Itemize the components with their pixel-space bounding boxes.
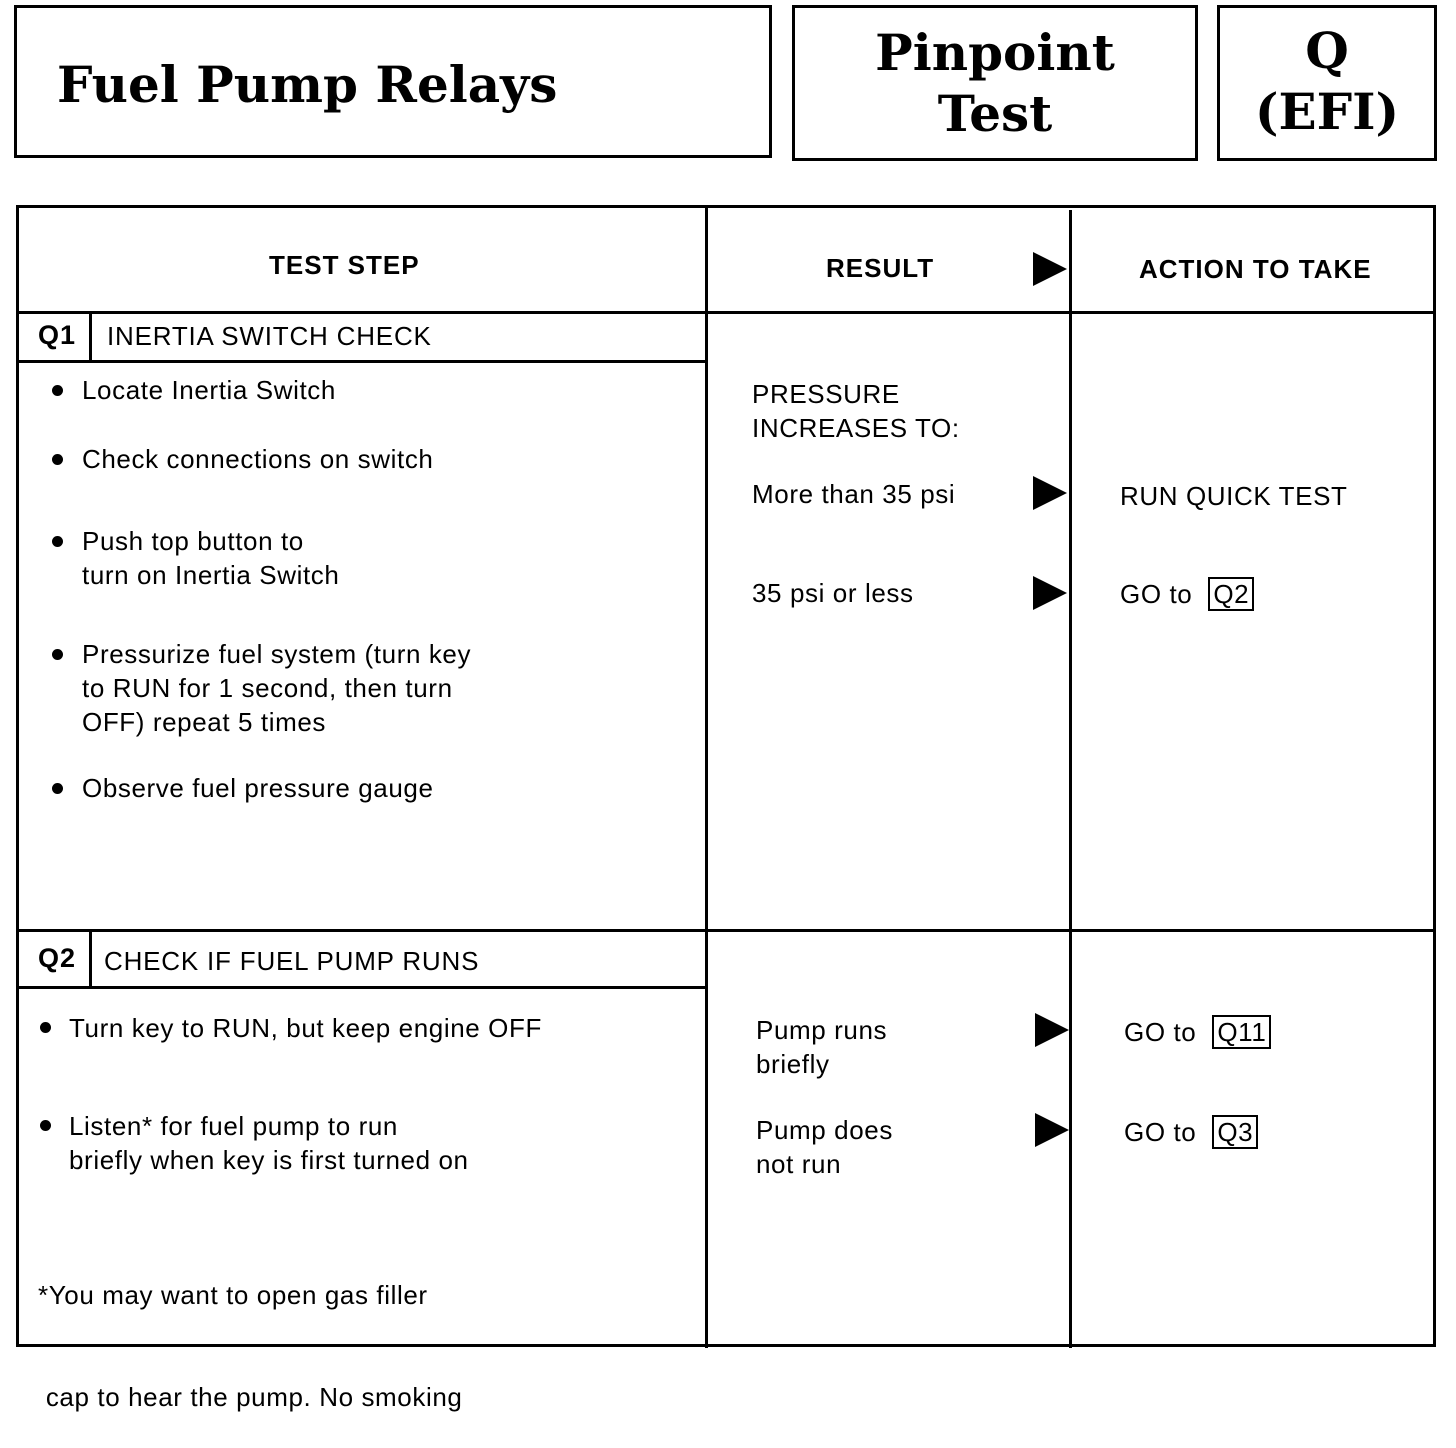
bullet-icon xyxy=(52,454,63,465)
result-arrow-icon xyxy=(1035,1113,1069,1147)
test-type-line1: Pinpoint xyxy=(875,23,1115,82)
result-arrow-icon xyxy=(1033,476,1067,510)
q1-action-1: RUN QUICK TEST xyxy=(1120,481,1348,511)
q1-bullet-3: Push top button to turn on Inertia Switch xyxy=(82,526,340,590)
test-code-line2: (EFI) xyxy=(1254,82,1400,141)
q1-action-2: GO to Q2 xyxy=(1120,577,1254,611)
bullet-icon xyxy=(40,1120,51,1131)
header-code-box xyxy=(1217,5,1437,161)
q1-result-2: 35 psi or less xyxy=(752,578,914,608)
page-title: Fuel Pump Relays xyxy=(57,55,558,114)
q1-step-title: INERTIA SWITCH CHECK xyxy=(107,321,432,351)
test-type-line2: Test xyxy=(937,84,1053,143)
bullet-icon xyxy=(52,385,63,396)
q2-result-1: Pump runs briefly xyxy=(756,1015,888,1079)
q1-title-rule xyxy=(16,360,706,363)
q2-title-rule xyxy=(16,986,706,989)
test-code-label xyxy=(1220,20,1434,142)
q1-bullet-1: Locate Inertia Switch xyxy=(82,375,336,405)
q2-id-divider xyxy=(89,931,92,987)
column-header-test-step: TEST STEP xyxy=(269,250,420,280)
header-title-box xyxy=(14,5,772,158)
q2-result-2: Pump does not run xyxy=(756,1115,893,1179)
header-test-type-box xyxy=(792,5,1198,161)
column-header-action: ACTION TO TAKE xyxy=(1139,254,1372,284)
q2-step-title: CHECK IF FUEL PUMP RUNS xyxy=(104,946,480,976)
test-type-label xyxy=(795,22,1195,144)
result-arrow-icon xyxy=(1033,576,1067,610)
goto-ref-q2[interactable]: Q2 xyxy=(1208,577,1254,611)
q1-bullet-2: Check connections on switch xyxy=(82,444,434,474)
q2-action-1: GO to Q11 xyxy=(1124,1015,1271,1049)
result-arrow-icon xyxy=(1033,252,1067,286)
q1-bullet-5: Observe fuel pressure gauge xyxy=(82,773,434,803)
bullet-icon xyxy=(40,1022,51,1033)
column-divider-2 xyxy=(1069,210,1072,1348)
header-row-rule xyxy=(16,311,1436,314)
q2-bullet-2: Listen* for fuel pump to run briefly when key is first turned on xyxy=(69,1111,469,1175)
bullet-icon xyxy=(52,649,63,660)
test-code-line1: Q xyxy=(1305,21,1349,80)
bullet-icon xyxy=(52,783,63,794)
q1-result-intro: PRESSURE INCREASES TO: xyxy=(752,379,960,443)
column-header-result: RESULT xyxy=(826,253,935,283)
q1-result-1: More than 35 psi xyxy=(752,479,956,509)
q2-bullet-1: Turn key to RUN, but keep engine OFF xyxy=(69,1013,542,1043)
goto-ref-q3[interactable]: Q3 xyxy=(1212,1115,1258,1149)
q2-action-2: GO to Q3 xyxy=(1124,1115,1258,1149)
q1-id-divider xyxy=(89,313,92,361)
bullet-icon xyxy=(52,536,63,547)
column-divider-1 xyxy=(705,207,708,1348)
step-separator xyxy=(16,929,1436,932)
goto-ref-q11[interactable]: Q11 xyxy=(1212,1015,1271,1049)
q1-bullet-4: Pressurize fuel system (turn key to RUN for 1 second, then turn OFF) repeat 5 times xyxy=(82,639,472,737)
result-arrow-icon xyxy=(1035,1013,1069,1047)
q1-step-id: Q1 xyxy=(38,320,77,350)
q2-note: *You may want to open gas filler cap to hear the pump. No smoking xyxy=(38,1280,463,1412)
q2-step-id: Q2 xyxy=(38,943,77,973)
